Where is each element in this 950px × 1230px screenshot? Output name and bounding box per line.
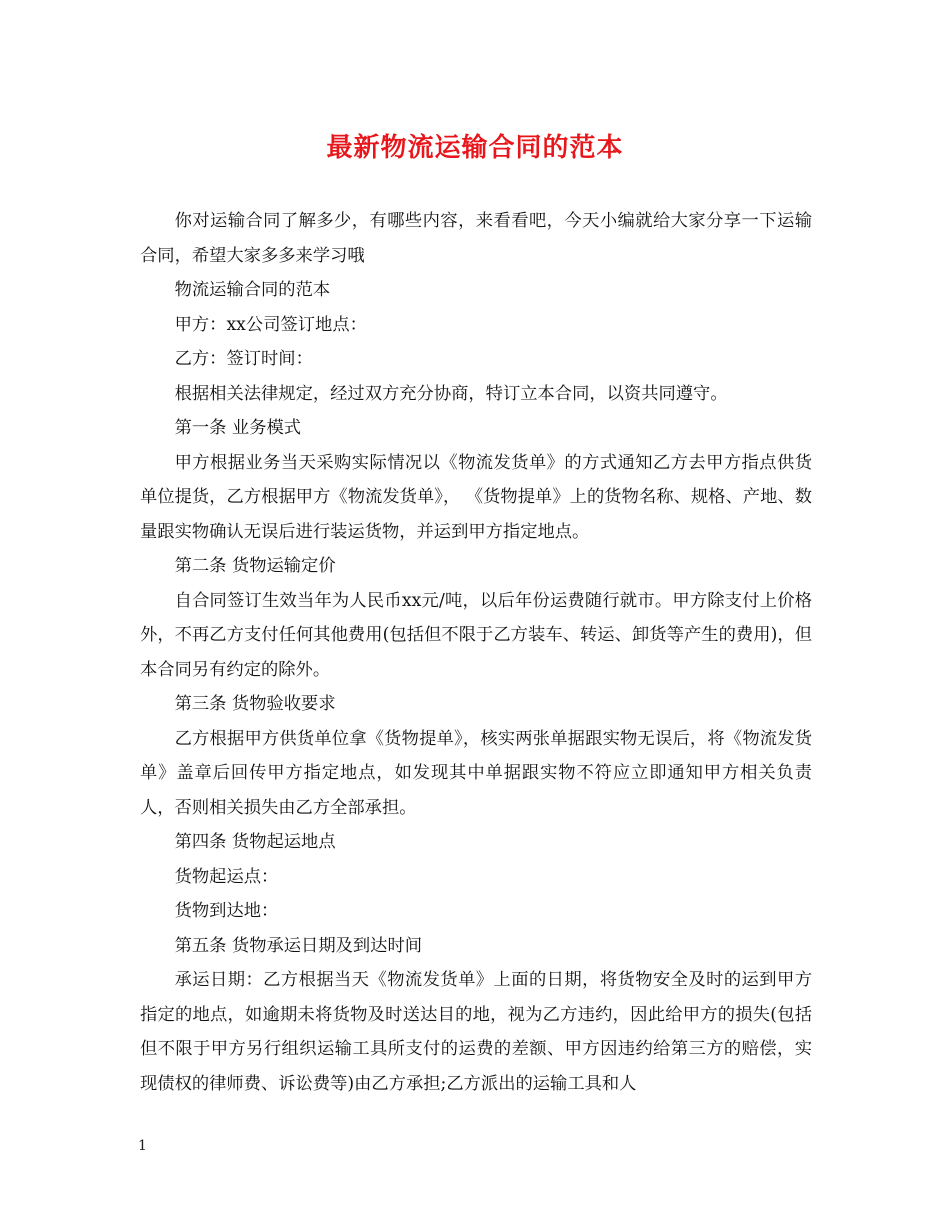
paragraph-intro: 你对运输合同了解多少，有哪些内容，来看看吧，今天小编就给大家分享一下运输合同，希望大家多多来学习哦 [140,211,812,266]
article-3-body: 乙方根据甲方供货单位拿《货物提单》，核实两张单据跟实物无误后，将《物流发货单》盖章后回传甲方指定地点，如发现其中单据跟实物不符应立即通知甲方相关负责人，否则相关损失由乙方全部承担。 [140,728,812,818]
article-2-body: 自合同签订生效当年为人民币xx元/吨，以后年份运费随行就市。甲方除支付上价格外，不再乙方支付任何其他费用(包括但不限于乙方装车、转运、卸货等产生的费用)，但本合同另有约定的除外。 [140,590,812,680]
article-4-destination: 货物到达地： [174,901,279,921]
article-2-heading: 第二条 货物运输定价 [174,556,336,576]
article-1-body: 甲方根据业务当天采购实际情况以《物流发货单》的方式通知乙方去甲方指点供货单位提货，乙方根据甲方《物流发货单》， 《货物提单》上的货物名称、规格、产地、数量跟实物确认无误后进行装运货物，并运到甲方指定地点。 [140,452,812,542]
page-number: 1 [138,1138,147,1154]
article-1-heading: 第一条 业务模式 [174,418,302,438]
article-4-heading: 第四条 货物起运地点 [174,832,336,852]
document-title: 最新物流运输合同的范本 [326,133,624,163]
paragraph-preamble: 根据相关法律规定，经过双方充分协商，特订立本合同，以资共同遵守。 [174,383,728,404]
article-5-heading: 第五条 货物承运日期及到达时间 [174,935,423,956]
paragraph-party-b: 乙方：签订时间： [174,349,313,369]
paragraph-party-a: 甲方：xx公司签订地点： [174,314,367,335]
article-3-heading: 第三条 货物验收要求 [174,694,336,714]
article-4-origin: 货物起运点： [174,866,279,887]
document-body [140,204,812,1101]
article-5-body: 承运日期：乙方根据当天《物流发货单》上面的日期，将货物安全及时的运到甲方指定的地点，如逾期未将货物及时送达目的地，视为乙方违约，因此给甲方的损失(包括但不限于甲方另行组织运输工具所支付的运费的差额、甲方因违约给第三方的赔偿，实现债权的律师费、诉讼费等)由乙方承担;乙方派出的运输工具和人 [140,970,812,1094]
paragraph-subtitle: 物流运输合同的范本 [174,280,331,300]
